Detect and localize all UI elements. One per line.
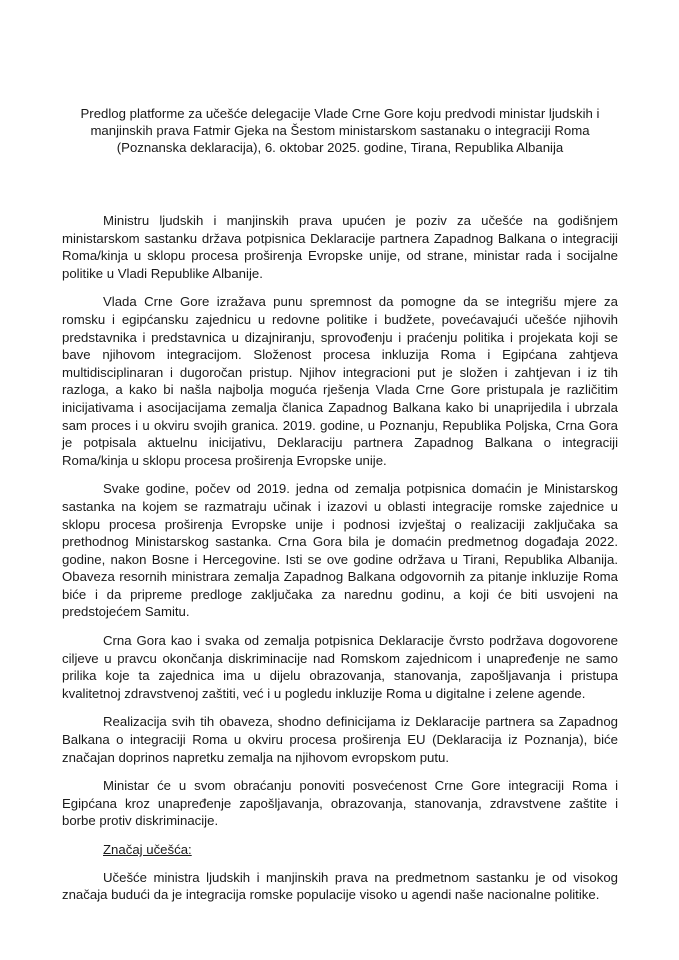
paragraph-declaration-goals: Crna Gora kao i svaka od zemalja potpisnica Deklaracije čvrsto podržava dogovorene ciljeve u pravcu okončanja diskriminacije nad Romskom zajednicom i unapređenje ne samo prilika koje ta zajednica ima u dijelu obrazovanja, stanovanja, zapošljavanja i pristupa kvalitetnoj zdravstvenoj zaštiti, već i u pogledu inkluzije Roma u digitalne i zelene agende. — [62, 633, 618, 701]
paragraph-annual-meeting: Svake godine, počev od 2019. jedna od zemalja potpisnica domaćin je Ministarskog sastanka na kojem se razmatraju učinak i izazovi u oblasti integracije romske zajednice u sklopu procesa proširenja Evropske unije i podnosi izvještaj o realizaciji zaključaka sa prethodnog Ministarskog sastanka. Crna Gora bila je domaćin predmetnog događaja 2022. godine, nakon Bosne i Hercegovine. Isti se ove godine održava u Tirani, Republika Albanija. Obaveza resornih ministrara zemalja Zapadnog Balkana odgovornih za pitanje inkluzije Roma biće i da pripreme predloge zaključaka za narednu godinu, a koji će biti usvojeni na predstojećem Samitu. — [62, 481, 618, 620]
paragraph-government-readiness: Vlada Crne Gore izražava punu spremnost da pomogne da se integrišu mjere za romsku i egipćansku zajednicu u redovne politike i budžete, povećavajući učešće njihovih predstavnika i predstavnica u dizajniranju, sprovođenju i praćenju politika i projekata koji se bave njihovom integracijom. Složenost procesa inkluzija Roma i Egipćana zahtjeva multidisciplinaran i dugoročan pristup. Njihov integracioni put je složen i zahtjevan i iz tih razloga, a kako bi našla najbolja moguća rješenja Vlada Crne Gore pristupala je različitim inicijativama i asocijacijama zemalja članica Zapadnog Balkana kako bi unaprijedila i ubrzala sam proces i u okviru svojih granica. 2019. godine, u Poznanju, Republika Poljska, Crna Gora je potpisala aktuelnu inicijativu, Deklaraciju partnera Zapadnog Balkana o integraciji Roma/kinja u sklopu procesa proširenja Evropske unije. — [62, 294, 618, 468]
document-body — [62, 212, 618, 915]
document-title-text: Predlog platforme za učešće delegacije Vlade Crne Gore koju predvodi ministar ljudskih i manjinskih prava Fatmir Gjeka na Šestom ministarskom sastanaku o integraciji Roma (Poznanska deklaracija), 6. oktobar 2025. godine, Tirana, Republika Albanija — [80, 106, 600, 155]
section-heading-significance — [62, 841, 618, 859]
paragraph-significance: Učešće ministra ljudskih i manjinskih prava na predmetnom sastanku je od visokog značaja budući da je integracija romske populacije visoko u agendi naše nacionalne politike. — [62, 869, 618, 903]
document-title — [62, 105, 618, 156]
paragraph-realization: Realizacija svih tih obaveza, shodno definicijama iz Deklaracije partnera sa Zapadnog Balkana o integraciji Roma u okviru procesa proširenja EU (Deklaracija iz Poznanja), biće značajan doprinos napretku zemalja na njihovom evropskom putu. — [62, 714, 618, 765]
paragraph-invitation: Ministru ljudskih i manjinskih prava upućen je poziv za učešće na godišnjem ministarskom sastanku država potpisnica Deklaracije partnera Zapadnog Balkana o integraciji Roma/kinja u sklopu procesa proširenja Evropske unije, od strane, ministar rada i socijalne politike u Vladi Republike Albanije. — [62, 213, 618, 281]
paragraph-minister-address: Ministar će u svom obraćanju ponoviti posvećenost Crne Gore integraciji Roma i Egipćana kroz unapređenje zapošljavanja, obrazovanja, stanovanja, zdravstvene zaštite i borbe protiv diskriminacije. — [62, 778, 618, 829]
section-heading-text: Značaj učešća: — [103, 842, 192, 857]
